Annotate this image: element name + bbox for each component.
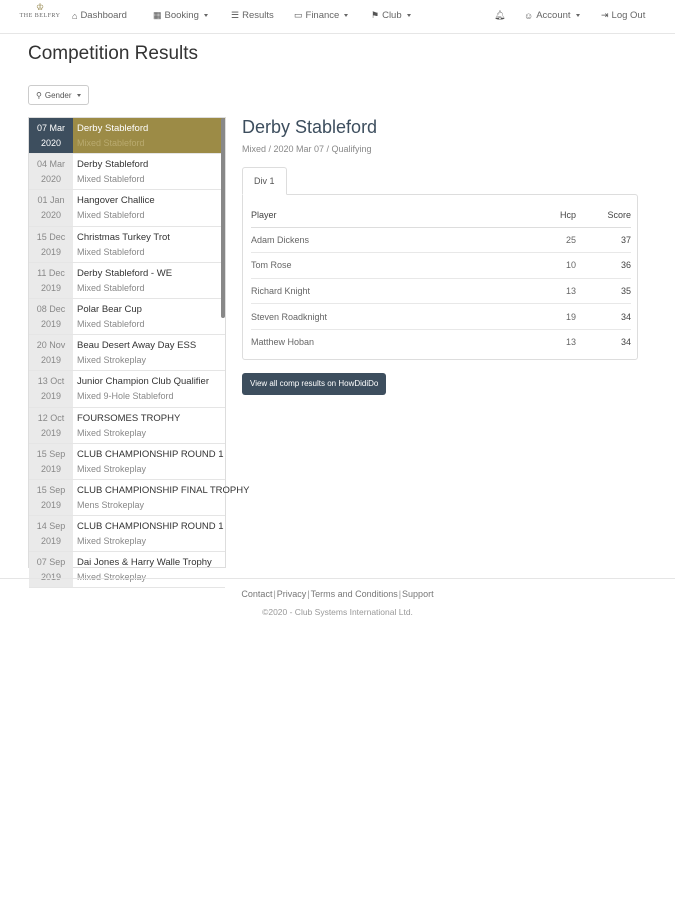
flag-icon: ⚑ [371,10,380,20]
footer-link-privacy[interactable]: Privacy [276,589,307,599]
result-player: Tom Rose [251,253,536,279]
competition-info [73,154,225,189]
competition-date [29,190,73,225]
competition-list-item[interactable] [29,154,225,190]
competition-info [73,371,225,406]
competition-date [29,480,73,515]
competition-date [29,118,73,153]
logout-icon: ⇥ [601,10,609,20]
results-table [251,203,631,355]
competition-date-day: 11 Dec [37,267,65,278]
footer-link-contact[interactable]: Contact [241,589,273,599]
competition-date-year: 2019 [40,427,62,438]
result-score: 34 [576,304,631,330]
competition-type: Mixed Strokeplay [77,355,147,366]
nav-account[interactable] [524,10,580,21]
competition-list-item[interactable] [29,118,225,154]
howdidido-button[interactable]: View all comp results on HowDidiDo [242,373,386,395]
competition-date [29,408,73,443]
competition-date [29,227,73,262]
nav-club[interactable] [371,10,411,21]
competition-type: Mixed Stableford [77,174,145,185]
footer-link-terms[interactable]: Terms and Conditions [310,589,398,599]
competition-date-day: 13 Oct [37,376,65,387]
competition-date-day: 01 Jan [37,195,65,206]
competition-list-item[interactable] [29,227,225,263]
competition-name: CLUB CHAMPIONSHIP ROUND 1 [77,521,224,533]
nav-finance-label: Finance [305,10,340,21]
result-score: 34 [620,337,631,348]
competition-date-day: 07 Sep [36,557,66,568]
crest-icon: ♔ [35,2,45,12]
result-player: Richard Knight [251,278,536,304]
competition-date-day: 20 Nov [36,340,66,351]
chevron-down-icon [204,14,208,17]
result-score: 37 [576,227,631,253]
competition-name: Hangover Challice [77,195,155,207]
competition-type: Mixed Stableford [77,138,145,148]
calendar-icon: ▦ [153,10,162,20]
column-header-hcp: Hcp [536,203,576,227]
competition-info [73,516,228,551]
competition-info [73,263,225,298]
nav-results-label: Results [242,10,274,21]
competition-list-item[interactable] [29,263,225,299]
competition-info [73,480,253,515]
filter-icon: ⚲ [36,90,42,100]
gender-filter-button[interactable] [28,85,89,105]
table-row [251,227,631,253]
chevron-down-icon [77,94,81,97]
chevron-down-icon [576,14,580,17]
competition-type: Mixed Stableford [77,246,145,257]
competition-type: Mixed Stableford [77,210,145,221]
competition-type: Mixed Stableford [77,282,145,293]
column-header-player: Player [251,203,536,227]
competition-list-item[interactable] [29,371,225,407]
competition-date-day: 07 Mar [36,123,65,133]
nav-account-label: Account [536,10,571,21]
footer-copyright: ©2020 - Club Systems International Ltd. [262,607,413,617]
competition-date-year: 2019 [40,355,62,366]
competition-info [73,227,225,262]
result-player: Steven Roadknight [251,304,536,330]
results-panel [242,194,638,360]
result-player: Adam Dickens [251,227,536,253]
competition-date [29,263,73,298]
result-score: 36 [576,253,631,279]
club-logo[interactable] [18,3,62,31]
competition-info [73,552,225,587]
competition-date [29,335,73,370]
nav-logout[interactable] [601,10,645,21]
competition-list-item[interactable] [29,190,225,226]
competition-list-item[interactable] [29,516,225,552]
competition-list-item[interactable] [29,444,225,480]
competition-date-day: 15 Sep [36,484,66,495]
competition-info [73,335,225,370]
result-hcp: 13 [536,278,576,304]
competition-date-year: 2019 [40,536,62,547]
nav-logout-label: Log Out [611,10,646,21]
competition-date-year: 2020 [40,138,62,148]
competition-name: Polar Bear Cup [77,303,142,315]
nav-club-label: Club [382,10,402,21]
competition-date [29,552,73,587]
result-hcp: 19 [536,304,576,330]
nav-dashboard-label: Dashboard [80,10,127,21]
chevron-down-icon [407,14,411,17]
competition-date-year: 2019 [40,463,62,474]
competition-info [73,118,225,153]
competition-date [29,516,73,551]
competition-date [29,444,73,479]
competition-name: Derby Stableford - WE [77,267,173,279]
competition-date-year: 2020 [40,174,62,185]
list-icon: ☰ [231,10,240,20]
competition-list-item[interactable] [29,299,225,335]
competition-date-year: 2019 [40,282,62,293]
competition-name: Derby Stableford [77,159,149,171]
competition-date-year: 2019 [40,391,62,402]
result-hcp: 25 [536,227,576,253]
logo-text: THE BELFRY [19,13,61,19]
nav-booking-label: Booking [164,10,199,21]
competition-list-item[interactable] [29,480,250,516]
competition-name: CLUB CHAMPIONSHIP ROUND 1 [77,448,224,460]
competition-date [29,371,73,406]
table-row [251,329,631,355]
competition-list[interactable] [28,117,250,569]
competition-date-year: 2019 [40,246,62,257]
competition-name: Christmas Turkey Trot [77,231,170,243]
competition-info [73,444,228,479]
credit-card-icon: ▭ [294,10,303,20]
nav-booking[interactable] [153,10,208,21]
competition-type: Mens Strokeplay [77,499,145,510]
competition-date-day: 15 Dec [36,231,66,242]
competition-info [73,299,225,334]
competition-type: Mixed 9-Hole Stableford [77,391,174,402]
competition-date-year: 2020 [40,210,62,221]
table-row [251,253,631,279]
result-hcp: 13 [565,337,576,348]
nav-finance[interactable] [294,10,348,21]
footer-divider [0,578,675,579]
nav-results[interactable] [231,10,274,21]
footer-links [0,589,675,599]
result-score: 35 [576,278,631,304]
results-header-row [251,203,631,227]
page-title: Competition Results [28,43,199,64]
competition-name: FOURSOMES TROPHY [77,412,181,424]
competition-type: Mixed Strokeplay [77,536,147,547]
competition-name: Dai Jones & Harry Walle Trophy [77,557,212,569]
nav-dashboard[interactable] [72,10,127,21]
competition-date-day: 12 Oct [37,412,65,423]
competition-date-day: 15 Sep [36,448,66,459]
footer-separator: | [307,589,310,599]
table-row [251,278,631,304]
competition-name: Junior Champion Club Qualifier [77,376,210,388]
competition-list-item[interactable] [29,408,225,444]
competition-date [29,154,73,189]
competition-subtitle: Mixed / 2020 Mar 07 / Qualifying [242,144,372,154]
competition-name: CLUB CHAMPIONSHIP FINAL TROPHY [77,484,250,496]
list-scrollbar[interactable] [221,118,225,318]
footer-separator: | [398,589,402,599]
home-icon: ⌂ [72,10,78,21]
competition-list-item[interactable] [29,335,225,371]
bell-icon: 🔔︎ [494,10,506,20]
footer-separator: | [273,589,276,599]
competition-date [29,299,73,334]
competition-date-year: 2019 [40,318,62,329]
competition-list-item[interactable] [29,552,225,588]
competition-title: Derby Stableford [242,117,378,137]
competition-date-year: 2019 [40,499,62,510]
competition-type: Mixed Strokeplay [77,427,147,438]
navbar [0,0,675,34]
competition-info [73,190,225,225]
competition-date-day: 14 Sep [36,521,66,532]
table-row [251,304,631,330]
column-header-score: Score [576,203,631,227]
tab-div-1[interactable]: Div 1 [242,167,287,195]
competition-info [73,408,225,443]
competition-type: Mixed Stableford [77,318,145,329]
notifications-bell[interactable] [494,10,505,21]
competition-name: Derby Stableford [77,123,149,134]
competition-date-day: 04 Mar [36,159,65,170]
chevron-down-icon [344,14,348,17]
footer-link-support[interactable]: Support [402,589,434,599]
user-circle-icon: ☺ [524,10,534,21]
competition-name: Beau Desert Away Day ESS [77,340,197,352]
competition-type: Mixed Strokeplay [77,463,147,474]
competition-date-day: 08 Dec [36,303,66,314]
gender-filter-label: Gender [44,90,72,100]
result-player: Matthew Hoban [251,337,315,348]
result-hcp: 10 [536,253,576,279]
